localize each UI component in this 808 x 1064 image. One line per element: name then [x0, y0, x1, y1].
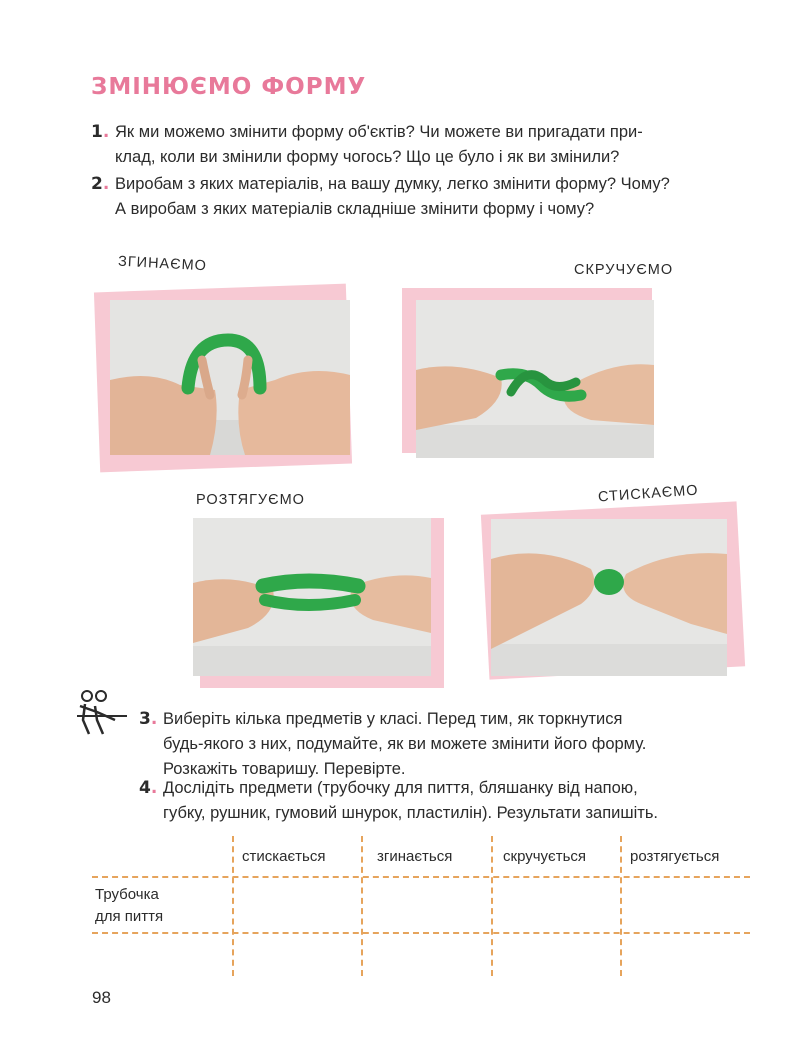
question-number: 3. [139, 709, 158, 729]
table-header: стискається [242, 848, 326, 865]
question-3 [139, 707, 749, 782]
question-1 [91, 120, 751, 170]
photo-label-stretch: РОЗТЯГУЄМО [196, 492, 305, 508]
photo-label-squeeze: СТИСКАЄМО [597, 482, 700, 506]
pair-work-icon [75, 690, 127, 742]
question-4 [139, 776, 749, 826]
question-text-line: Виробам з яких матеріалів, на вашу думку, легко змінити форму? Чому? [115, 175, 670, 193]
question-text-line: Розкажіть товаришу. Перевірте. [163, 760, 406, 778]
table-divider [92, 932, 750, 934]
table-header: скручується [503, 848, 587, 865]
question-text-line: Виберіть кілька предметів у класі. Перед тим, як торкнутися [163, 710, 623, 728]
question-number: 1. [91, 122, 110, 142]
table-divider [620, 836, 622, 976]
question-text-line: губку, рушник, гумовий шнурок, пластилін). Результати запишіть. [163, 804, 659, 822]
page-number: 98 [92, 988, 111, 1007]
table-divider [491, 836, 493, 976]
question-number: 2. [91, 174, 110, 194]
table-divider [92, 876, 750, 878]
table-row-label [95, 884, 163, 928]
question-text-line: Дослідіть предмети (трубочку для пиття, бляшанку від напою, [163, 779, 638, 797]
table-divider [361, 836, 363, 976]
photo-label-bend: ЗГИНАЄМО [117, 253, 208, 275]
table-divider [232, 836, 234, 976]
question-2 [91, 172, 751, 222]
row-label-line: Трубочка [95, 886, 159, 903]
photo-twist [416, 300, 654, 458]
table-header: згинається [377, 848, 453, 865]
question-text-line: Як ми можемо змінити форму об'єктів? Чи можете ви пригадати при- [115, 123, 643, 141]
question-text-line: клад, коли ви змінили форму чогось? Що це було і як ви змінили? [115, 148, 620, 166]
photo-stretch [193, 518, 431, 676]
question-text-line: А виробам з яких матеріалів складніше змінити форму і чому? [115, 200, 595, 218]
photo-bend [110, 300, 350, 455]
question-number: 4. [139, 778, 158, 798]
photo-label-twist: СКРУЧУЄМО [574, 262, 674, 278]
row-label-line: для пиття [95, 908, 164, 925]
question-text-line: будь-якого з них, подумайте, як ви можете змінити його форму. [163, 735, 647, 753]
photo-squeeze [491, 519, 727, 676]
table-header: розтягується [630, 848, 720, 865]
page-title: ЗМІНЮЄМО ФОРМУ [91, 74, 367, 100]
